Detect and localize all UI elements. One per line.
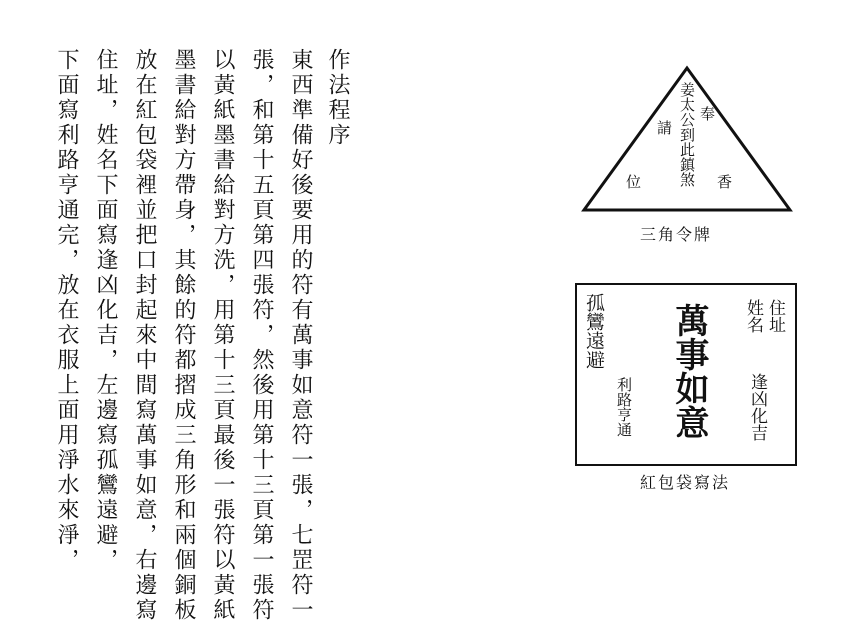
text-column-1: 東西準備好後要用的符有萬事如意符一張，七罡符一 bbox=[288, 48, 313, 623]
envelope-right-bottom-text: 逢凶化吉 bbox=[747, 373, 767, 441]
envelope-name-label: 姓名 bbox=[743, 299, 763, 333]
triangle-center-text: 姜太公到此鎮煞 bbox=[678, 82, 696, 187]
triangle-talisman-diagram bbox=[580, 60, 795, 220]
text-column-4: 墨書給對方帶身，其餘的符都摺成三角形和兩個銅板 bbox=[171, 48, 196, 623]
text-column-3: 以黃紙墨書給對方洗，用第十三頁最後一張符以黃紙 bbox=[210, 48, 235, 623]
text-column-5: 放在紅包袋裡並把口封起來中間寫萬事如意，右邊寫 bbox=[132, 48, 157, 623]
triangle-bottom-right: 香 bbox=[715, 174, 733, 189]
envelope-left-top-text: 孤鸞遠避 bbox=[583, 293, 605, 369]
document-title: 作法程序 bbox=[325, 48, 350, 148]
red-envelope-diagram bbox=[575, 283, 797, 466]
triangle-caption: 三角令牌 bbox=[640, 225, 713, 244]
envelope-address-label: 住址 bbox=[765, 299, 785, 333]
triangle-right-top: 奉 bbox=[698, 106, 716, 121]
text-column-7: 下面寫利路亨通完，放在衣服上面用淨水來淨， bbox=[54, 48, 79, 573]
envelope-caption: 紅包袋寫法 bbox=[640, 473, 731, 492]
triangle-left-top: 請 bbox=[655, 120, 673, 135]
text-column-2: 張，和第十五頁第四張符，然後用第十三頁第一張符 bbox=[249, 48, 274, 623]
text-column-6: 住址，姓名下面寫逢凶化吉，左邊寫孤鸞遠避， bbox=[93, 48, 118, 573]
envelope-center-text: 萬事如意 bbox=[669, 303, 709, 439]
triangle-bottom-left: 位 bbox=[624, 174, 642, 189]
envelope-left-bottom-text: 利路亨通 bbox=[615, 377, 633, 437]
